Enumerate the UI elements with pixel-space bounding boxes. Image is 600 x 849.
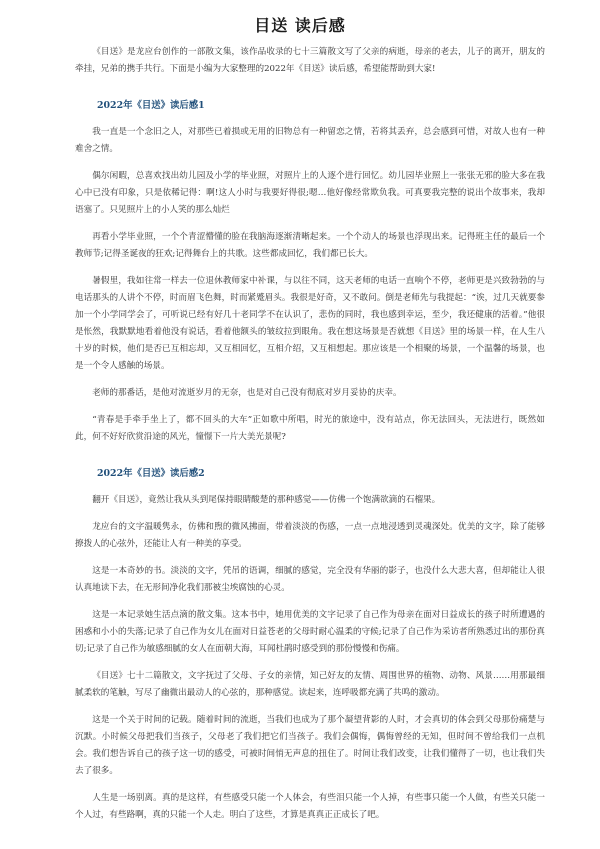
section2-paragraph-3: 这是一本奇妙的书。淡淡的文字，凭吊的语调，细腻的感觉，完全没有华丽的影子，也没什么大悲大喜，但却能让人很认真地读下去，在无形间净化我们那被尘埃腐蚀的心灵。 <box>75 566 545 593</box>
section-heading-2: 2022年《目送》读后感2 <box>97 468 205 479</box>
page-title: 目送 读后感 <box>254 16 346 35</box>
section1-paragraph-1: 我一直是一个念旧之人，对那些已着损或无用的旧物总有一种留恋之情，若将其丢弃，总会感到可惜，对故人也有一种难舍之情。 <box>75 127 545 154</box>
section1-paragraph-2: 偶尔闲暇，总喜欢找出幼儿园及小学的毕业照，对照片上的人逐个进行回忆。幼儿园毕业照上一张张无邪的脸大多在我心中已没有印象，只是依稀记得：啊!这人小时与我要好得很;嗯…他好像经常欺负我。可真要我完整的说出个故事来，我却语塞了。只见照片上的小人笑的那么灿烂 <box>75 171 545 215</box>
section1-paragraph-3: 再看小学毕业照，一个个青涩懵懂的脸在我脑海逐渐清晰起来。一个个动人的场景也浮现出来。记得班主任的最后一个教师节;记得圣诞夜的狂欢;记得舞台上的共歌。这些都成回忆，我们都已长大。 <box>75 232 545 259</box>
section2-paragraph-1: 翻开《目送》，竟然让我从头到尾保持眼睛酸楚的那种感觉——仿佛一个饱满欲滴的石榴果。 <box>92 495 441 505</box>
section-heading-1: 2022年《目送》读后感1 <box>97 100 205 111</box>
section2-paragraph-4: 这是一本记录她生活点滴的散文集。这本书中，她用优美的文字记录了自己作为母亲在面对日益成长的孩子时所遭遇的困惑和小小的失落;记录了自己作为女儿在面对日益苍老的父母时耐心温柔的守候;记录了自己作为采访者所熟悉过出的那份真切;记录了自己作为敏感细腻的女人在面朝大海，耳闻杜鹃时感受到的那份慢慢和伤痛。 <box>75 610 545 654</box>
section2-paragraph-7: 人生是一场别离。真的是这样，有些感受只能一个人体会，有些泪只能一个人掉，有些事只能一个人做，有些关只能一个人过，有些路啊，真的只能一个人走。明白了这些，才算是真真正正成长了吧。 <box>75 793 545 820</box>
section1-paragraph-4: 暑假里，我如往常一样去一位退休教师家中补课，与以往不同，这天老师的电话一直响个不停，老师更是兴致勃勃的与电话那头的人讲个不停，时而眉飞色舞，时而紧蹙眉头。我很是好奇，又不敢问。倒是老师先与我提起：“诶，过几天就要参加一个小学同学会了，可听说已经有好几十老同学不在认识了，悲伤的同时，我也感到幸运，至少，我还健康的活着。”他很是怅然，我默默地看着他没有说话，看着他额头的皱纹拉到眼角。我在想这场景是否就想《目送》里的场景一样，在人生八十岁的时候，他们是否已互相忘却，又互相回忆，互相介绍，又互相想起。那应该是一个相聚的场景，一个温馨的场景，也是一个令人感触的场景。 <box>75 276 545 371</box>
section2-paragraph-5: 《目送》七十二篇散文，文字抚过了父母、子女的亲情，知己好友的友情、周围世界的植物、动物、风景……用那最细腻柔软的笔触，写尽了幽微出最动人的心弦的，那种感觉。读起来，连呼吸都充满了共鸣的激动。 <box>75 671 545 698</box>
section1-paragraph-6: “青春是手牵手坐上了，都不回头的大车”正如歌中所唱，时光的旅途中，没有站点，你无法回头，无法进行，既然如此，何不好好欣赏沿途的风光，憧憬下一片大美光景呢? <box>75 415 545 442</box>
intro-paragraph: 《目送》是龙应台创作的一部散文集，该作品收录的七十三篇散文写了父亲的病逝，母亲的老去，儿子的离开，朋友的牵挂，兄弟的携手共行。下面是小编为大家整理的2022年《目送》读后感，希望能帮助到大家! <box>75 47 545 74</box>
section2-paragraph-6: 这是一个关于时间的记载。随着时间的流逝，当我们也成为了那个凝望背影的人时，才会真切的体会到父母那份痛楚与沉默。小时候父母把我们当孩子，父母老了我们把它们当孩子。我们会偶悔，偶悔曾经的无知，但时间不曾给我们一点机会。我们想告诉自己的孩子这一切的感受，可被时间悄无声息的扭住了。时间让我们改变，让我们懂得了一切，也让我们失去了很多。 <box>75 715 545 776</box>
section2-paragraph-2: 龙应台的文字温暖隽永，仿佛和煦的微风拂面，带着淡淡的伤感，一点一点地浸透到灵魂深处。优美的文字，除了能够撩拨人的心弦外，还能让人有一种美的享受。 <box>75 522 545 549</box>
section1-paragraph-5: 老师的那番话，是他对流逝岁月的无奈，也是对自己没有彻底对岁月妥协的庆幸。 <box>92 388 402 398</box>
